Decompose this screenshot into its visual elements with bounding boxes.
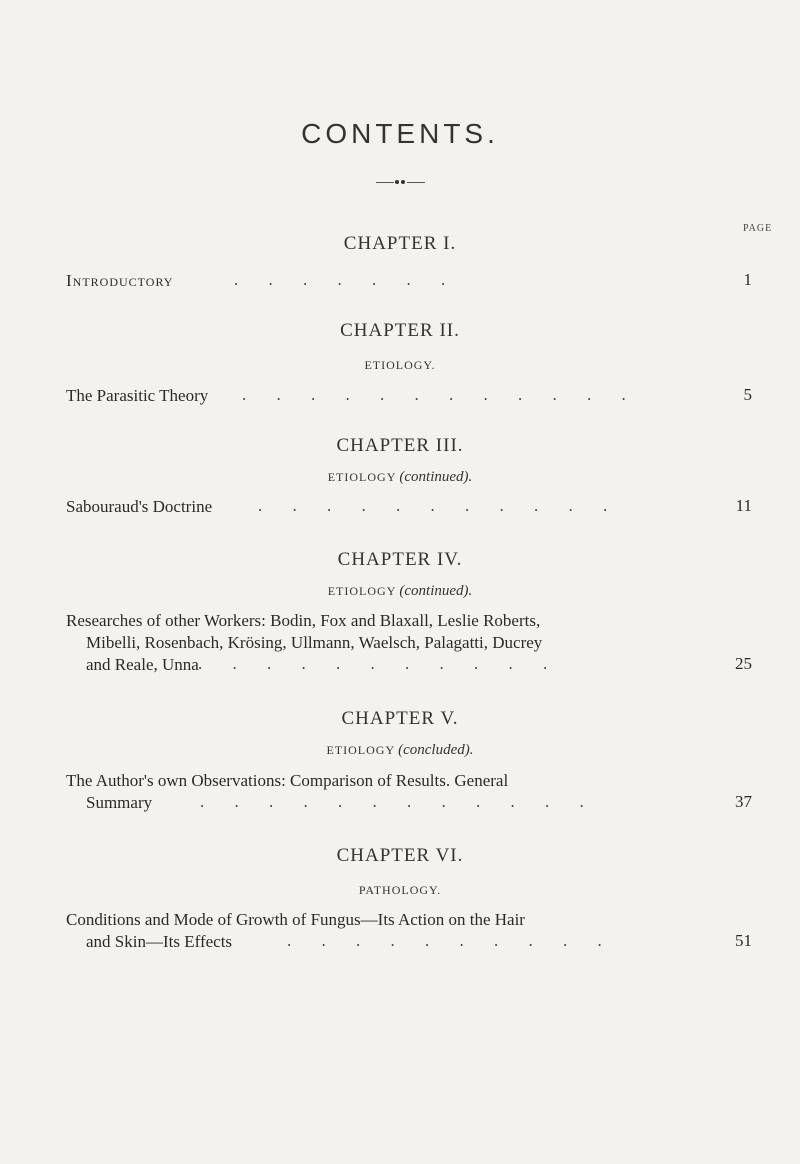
entry-text: Sabouraud's Doctrine	[66, 497, 213, 516]
subtitle-note: (continued).	[399, 469, 473, 485]
chapter-heading: CHAPTER IV.	[337, 549, 463, 570]
page-title: CONTENTS.	[301, 118, 499, 149]
subtitle-label: ETIOLOGY	[327, 470, 397, 484]
subtitle-label: PATHOLOGY.	[358, 883, 442, 897]
chapter-heading: CHAPTER I.	[343, 233, 457, 254]
chapter-heading: CHAPTER II.	[340, 320, 460, 341]
entry-text: Introductory	[66, 271, 174, 290]
leader-dots: . . . . . . . . . . . .	[200, 792, 597, 811]
page-number: 11	[735, 496, 752, 515]
chapter-heading: CHAPTER III.	[336, 435, 464, 456]
entry-text-line: and Skin—Its Effects	[86, 932, 233, 951]
chapter-subtitle	[0, 883, 800, 898]
page-number: 1	[743, 270, 752, 289]
entry-text: The Parasitic Theory	[66, 386, 209, 405]
ornament-divider	[376, 178, 426, 186]
subtitle-label: ETIOLOGY	[327, 584, 397, 598]
entry-text-line: The Author's own Observations: Comparison of Results. General	[66, 771, 509, 790]
chapter-subtitle	[0, 469, 800, 486]
subtitle-label: ETIOLOGY.	[364, 358, 436, 372]
subtitle-note: (continued).	[399, 583, 473, 599]
leader-dots: . . . . . . . . . . . .	[242, 385, 639, 404]
page-number: 37	[735, 792, 752, 811]
leader-dots: . . . . . . . . . . .	[198, 654, 561, 673]
entry-text-line: Summary	[86, 793, 153, 812]
entry-text-line: Researches of other Workers: Bodin, Fox and Blaxall, Leslie Roberts,	[66, 611, 541, 630]
entry-text-line: Mibelli, Rosenbach, Krösing, Ullmann, Waelsch, Palagatti, Ducrey	[86, 633, 543, 652]
leader-dots: . . . . . . . . . . .	[258, 496, 621, 515]
entry-text-line: Conditions and Mode of Growth of Fungus—Its Action on the Hair	[66, 910, 525, 929]
page-column-label: PAGE	[743, 223, 773, 234]
subtitle-note: (concluded).	[398, 742, 474, 758]
chapter-heading: CHAPTER VI.	[336, 845, 464, 866]
leader-dots: . . . . . . . . . .	[287, 931, 615, 950]
page-number: 25	[735, 654, 752, 673]
leader-dots: . . . . . . .	[234, 270, 459, 289]
chapter-subtitle	[0, 583, 800, 600]
chapter-heading: CHAPTER V.	[341, 708, 459, 729]
page-number: 51	[735, 931, 752, 950]
subtitle-label: ETIOLOGY	[326, 743, 396, 757]
chapter-subtitle	[0, 358, 800, 373]
entry-text-line: and Reale, Unna	[86, 655, 199, 674]
page-number: 5	[743, 385, 752, 404]
chapter-subtitle	[0, 742, 800, 759]
